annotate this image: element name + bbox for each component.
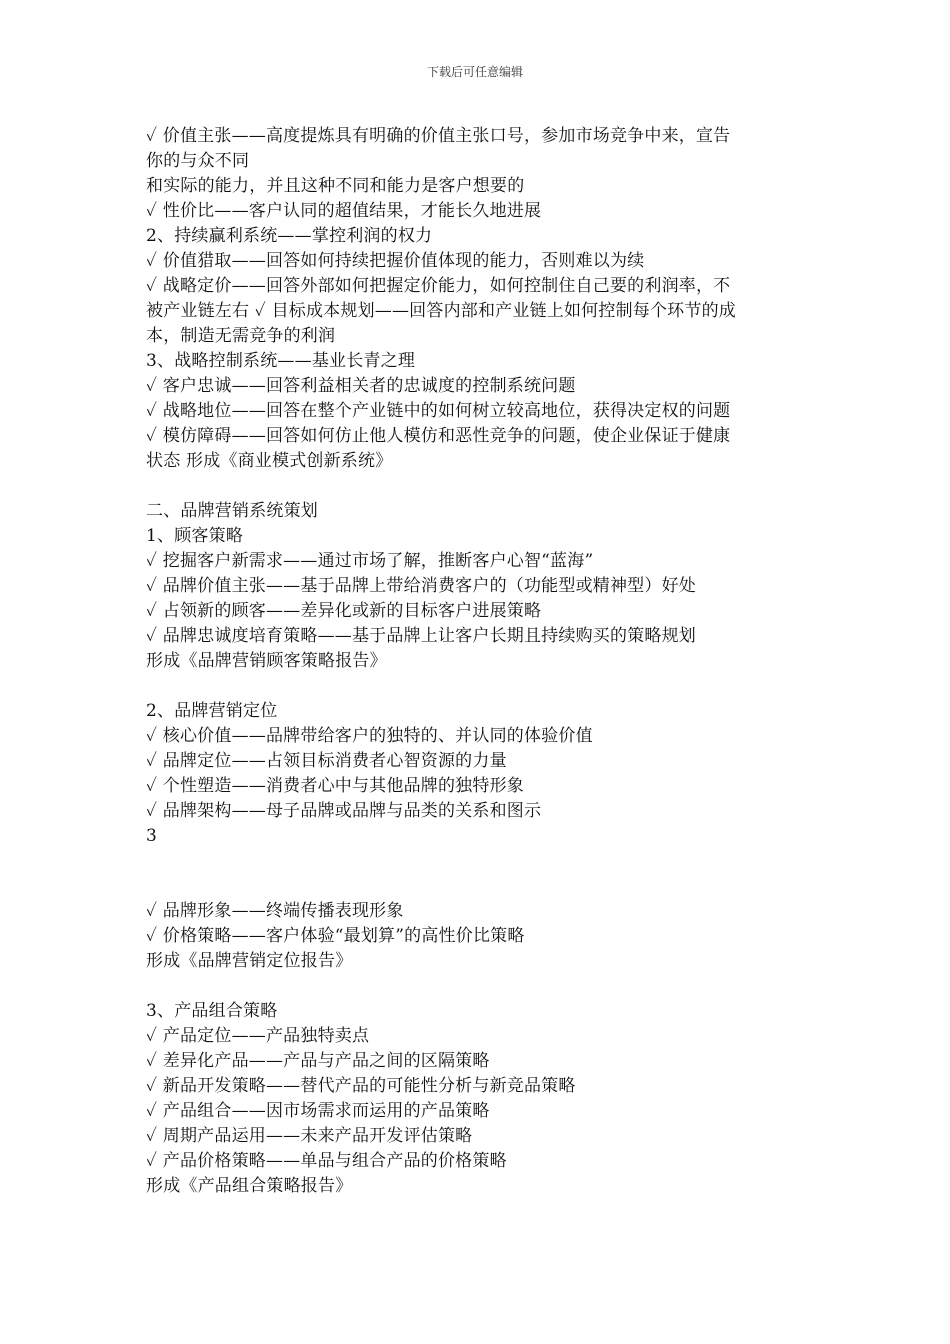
text-line: ✓ 新品开发策略——替代产品的可能性分析与新竞品策略 — [146, 1076, 576, 1096]
text-line: ✓ 周期产品运用——未来产品开发评估策略 — [146, 1126, 473, 1146]
text-line: 你的与众不同 — [146, 151, 250, 171]
text-line: 形成《品牌营销顾客策略报告》 — [146, 651, 387, 671]
text-line: ✓ 产品定位——产品独特卖点 — [146, 1026, 370, 1046]
text-line: ✓ 价值主张——高度提炼具有明确的价值主张口号，参加市场竞争中来，宣告 — [146, 126, 731, 146]
text-line: ✓ 产品组合——因市场需求而运用的产品策略 — [146, 1101, 490, 1121]
text-line: 本，制造无需竞争的利润 — [146, 326, 336, 346]
text-line: ✓ 品牌架构——母子品牌或品牌与品类的关系和图示 — [146, 801, 542, 821]
text-line: ✓ 品牌价值主张——基于品牌上带给消费客户的（功能型或精神型）好处 — [146, 576, 696, 596]
text-line: ✓ 核心价值——品牌带给客户的独特的、并认同的体验价值 — [146, 726, 593, 746]
page-header: 下载后可任意编辑 — [426, 65, 523, 79]
text-line: ✓ 产品价格策略——单品与组合产品的价格策略 — [146, 1151, 507, 1171]
text-line: ✓ 价格策略——客户体验“最划算”的高性价比策略 — [146, 926, 525, 946]
blank-line — [146, 674, 810, 699]
section-heading: 2、品牌营销定位 — [146, 701, 278, 721]
text-line: ✓ 战略定价——回答外部如何把握定价能力，如何控制住自己要的利润率，不 — [146, 276, 731, 296]
text-line: 形成《品牌营销定位报告》 — [146, 951, 353, 971]
section-heading: 3、战略控制系统——基业长青之理 — [146, 351, 416, 371]
document-body — [146, 124, 810, 1199]
blank-line — [146, 874, 810, 899]
text-line: 和实际的能力，并且这种不同和能力是客户想要的 — [146, 176, 525, 196]
blank-line — [146, 474, 810, 499]
text-line: 形成《产品组合策略报告》 — [146, 1176, 353, 1196]
section-heading: 3、产品组合策略 — [146, 1001, 278, 1021]
text-line: ✓ 个性塑造——消费者心中与其他品牌的独特形象 — [146, 776, 524, 796]
text-line: 被产业链左右 ✓ 目标成本规划——回答内部和产业链上如何控制每个环节的成 — [146, 301, 736, 321]
text-line: ✓ 占领新的顾客——差异化或新的目标客户进展策略 — [146, 601, 542, 621]
text-line: ✓ 品牌形象——终端传播表现形象 — [146, 901, 404, 921]
text-line: ✓ 品牌忠诚度培育策略——基于品牌上让客户长期且持续购买的策略规划 — [146, 626, 696, 646]
section-heading: 2、持续赢利系统——掌控利润的权力 — [146, 226, 433, 246]
text-line: 状态 形成《商业模式创新系统》 — [146, 451, 393, 471]
text-line: ✓ 价值猎取——回答如何持续把握价值体现的能力，否则难以为续 — [146, 251, 645, 271]
text-line: ✓ 品牌定位——占领目标消费者心智资源的力量 — [146, 751, 507, 771]
text-line: ✓ 性价比——客户认同的超值结果，才能长久地进展 — [146, 201, 542, 221]
text-line: ✓ 挖掘客户新需求——通过市场了解，推断客户心智“蓝海” — [146, 551, 594, 571]
blank-line — [146, 849, 810, 874]
section-heading: 1、顾客策略 — [146, 526, 244, 546]
text-line: ✓ 客户忠诚——回答利益相关者的忠诚度的控制系统问题 — [146, 376, 576, 396]
text-line: ✓ 模仿障碍——回答如何仿止他人模仿和恶性竞争的问题，使企业保证于健康 — [146, 426, 731, 446]
text-line: ✓ 差异化产品——产品与产品之间的区隔策略 — [146, 1051, 490, 1071]
text-line: ✓ 战略地位——回答在整个产业链中的如何树立较高地位，获得决定权的问题 — [146, 401, 731, 421]
chapter-heading: 二、品牌营销系统策划 — [146, 501, 318, 521]
page-number: 3 — [146, 826, 158, 846]
blank-line — [146, 974, 810, 999]
